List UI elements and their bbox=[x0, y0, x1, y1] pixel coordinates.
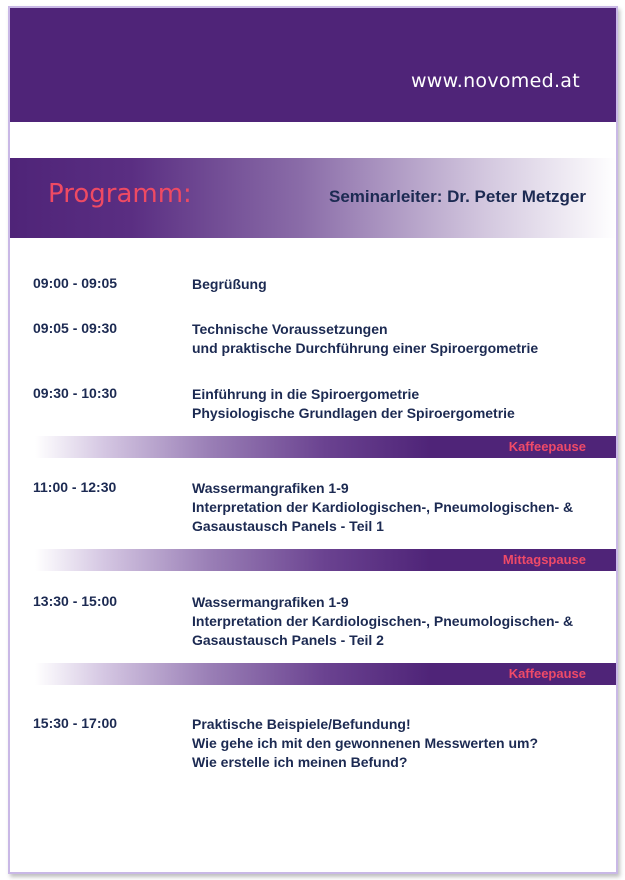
slot-line: Interpretation der Kardiologischen-, Pneumologischen- & bbox=[192, 499, 574, 515]
pause-label: Kaffeepause bbox=[508, 666, 586, 681]
flyer-page bbox=[8, 6, 618, 874]
pause-bar bbox=[35, 436, 616, 458]
slot-line: Physiologische Grundlagen der Spiroergometrie bbox=[192, 405, 515, 421]
pause-bar bbox=[35, 549, 616, 571]
slot-time: 15:30 - 17:00 bbox=[33, 715, 118, 731]
slot-line: Einführung in die Spiroergometrie bbox=[192, 386, 420, 402]
slot-line: Gasaustausch Panels - Teil 2 bbox=[192, 632, 384, 648]
slot-line: Wassermangrafiken 1-9 bbox=[192, 480, 349, 496]
slot-time: 13:30 - 15:00 bbox=[33, 593, 118, 609]
slot-time: 09:30 - 10:30 bbox=[33, 385, 118, 401]
header-bar bbox=[10, 8, 616, 122]
slot-description bbox=[192, 385, 515, 423]
slot-line: Interpretation der Kardiologischen-, Pneumologischen- & bbox=[192, 613, 574, 629]
slot-line: Gasaustausch Panels - Teil 1 bbox=[192, 518, 384, 534]
slot-description bbox=[192, 715, 538, 772]
slot-time: 11:00 - 12:30 bbox=[33, 479, 117, 495]
program-title: Programm: bbox=[48, 179, 192, 209]
website-link[interactable]: www.novomed.at bbox=[410, 70, 580, 92]
slot-description bbox=[192, 479, 573, 536]
slot-description bbox=[192, 320, 538, 358]
slot-line: Technische Voraussetzungen bbox=[192, 321, 388, 337]
seminar-leader: Seminarleiter: Dr. Peter Metzger bbox=[329, 187, 586, 206]
pause-label: Kaffeepause bbox=[508, 439, 586, 454]
slot-line: und praktische Durchführung einer Spiroergometrie bbox=[192, 340, 539, 356]
slot-line: Wie gehe ich mit den gewonnenen Messwerten um? bbox=[192, 735, 539, 751]
slot-line: Praktische Beispiele/Befundung! bbox=[192, 716, 411, 732]
slot-line: Wie erstelle ich meinen Befund? bbox=[192, 754, 408, 770]
slot-description bbox=[192, 275, 267, 294]
slot-time: 09:05 - 09:30 bbox=[33, 320, 118, 336]
program-banner bbox=[10, 158, 616, 238]
slot-line: Wassermangrafiken 1-9 bbox=[192, 594, 349, 610]
pause-bar bbox=[35, 663, 616, 685]
slot-line: Begrüßung bbox=[192, 276, 267, 292]
slot-description bbox=[192, 593, 573, 650]
pause-label: Mittagspause bbox=[502, 552, 586, 567]
slot-time: 09:00 - 09:05 bbox=[33, 275, 118, 291]
